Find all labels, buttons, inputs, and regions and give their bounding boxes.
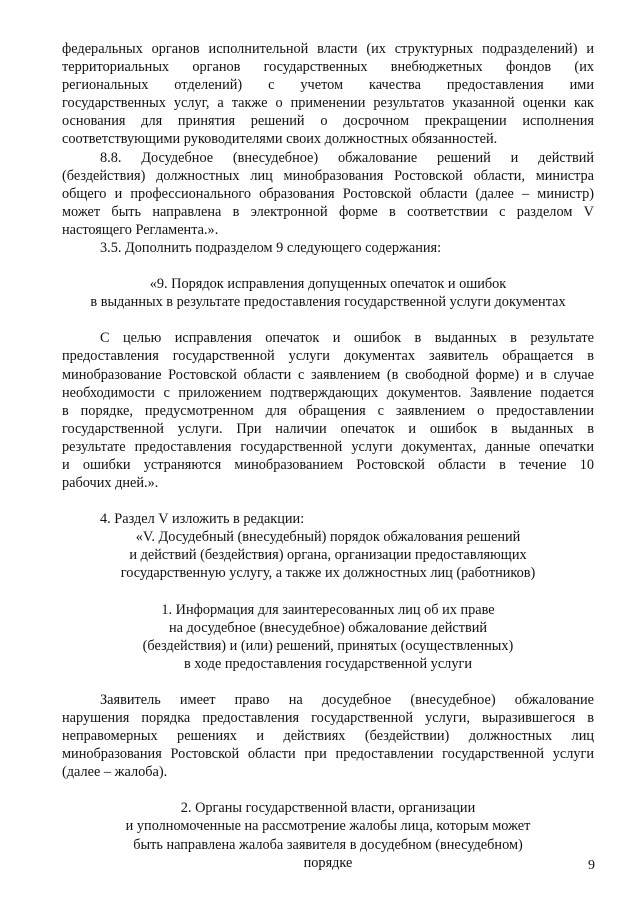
heading-line: в выданных в результате предоставления государственной услуги документах	[90, 294, 566, 311]
paragraph-applicant	[62, 691, 594, 781]
text-line: нарушения порядка предоставления государственной услуги, выразившегося в	[62, 710, 594, 726]
text-line: в порядке, предусмотренном для обращения с заявлением о предоставлении	[62, 402, 594, 419]
heading-line: быть направлена жалоба заявителя в досудебном (внесудебном)	[133, 836, 523, 853]
paragraph-4: 4. Раздел V изложить в редакции:	[100, 511, 305, 528]
heading-line: и действий (бездействия) органа, организации предоставляющих	[129, 547, 527, 564]
heading-line: на досудебное (внесудебное) обжалование действий	[168, 619, 488, 636]
text-line: региональных отделений) с учетом качества предоставления ими	[62, 77, 594, 94]
heading-line: 2. Органы государственной власти, организации	[180, 800, 476, 817]
heading-line: в ходе предоставления государственной услуги	[184, 655, 472, 672]
text-line: неправомерных решениях и действиях (бездействии) должностных лиц	[62, 728, 594, 745]
text-line: предоставления государственной услуги документах заявитель обращается в	[62, 348, 594, 365]
paragraph-8-8	[62, 149, 594, 239]
heading-section-9	[62, 275, 594, 311]
paragraph-continuation	[62, 40, 594, 149]
heading-line: «V. Досудебный (внесудебный) порядок обжалования решений	[135, 529, 521, 546]
paragraph-correction	[62, 329, 594, 492]
page-number: 9	[588, 858, 595, 873]
heading-line: 1. Информация для заинтересованных лиц об их праве	[161, 601, 495, 618]
heading-subsection-1	[62, 601, 594, 673]
paragraph-3-5: 3.5. Дополнить подразделом 9 следующего содержания:	[100, 240, 442, 257]
text-line: необходимости с приложением подтверждающих документов. Заявление подается	[62, 384, 594, 401]
text-line: и ошибки устраняются минобразованием Ростовской области в течение 10	[62, 456, 594, 473]
heading-line: и уполномоченные на рассмотрение жалобы лица, которым может	[125, 818, 531, 835]
text-line: территориальных органов государственных внебюджетных фондов (их	[62, 59, 594, 76]
heading-line: государственную услугу, а также их должностных лиц (работников)	[120, 565, 536, 582]
text-line: соответствующими руководителями своих должностных обязанностей.	[62, 131, 498, 148]
text-line: (далее – жалоба).	[62, 764, 168, 781]
text-line: общего и профессионального образования Ростовской области (далее – министр)	[62, 185, 594, 202]
heading-line: «9. Порядок исправления допущенных опечаток и ошибок	[149, 276, 507, 293]
text-line: минобразования Ростовской области при предоставлении государственной услуги	[62, 746, 594, 763]
text-line: 8.8. Досудебное (внесудебное) обжалование решений и действий	[100, 149, 594, 166]
heading-line: (бездействия) и (или) решений, принятых (осуществленных)	[142, 637, 514, 654]
text-line: минобразование Ростовской области с заявлением (в свободной форме) и в случае	[62, 366, 594, 383]
text-line: рабочих дней.».	[62, 475, 159, 492]
text-line: (бездействия) должностных лиц минобразования Ростовской области, министра	[62, 167, 594, 184]
heading-section-v	[62, 528, 594, 582]
text-line: Заявитель имеет право на досудебное (внесудебное) обжалование	[100, 691, 594, 708]
text-line: государственных услуг, а также о применении результатов указанной оценки как	[62, 95, 594, 112]
text-line: результате предоставления государственной услуги документах, данные опечатки	[62, 438, 594, 455]
text-line: государственной услуги. При наличии опечаток и ошибок в выданных в	[62, 420, 594, 437]
text-line: может быть направлена в электронной форме в соответствии с разделом V	[62, 203, 594, 220]
text-line: федеральных органов исполнительной власти (их структурных подразделений) и	[62, 41, 594, 57]
text-line: С целью исправления опечаток и ошибок в выданных в результате	[100, 330, 594, 347]
document-page	[62, 40, 594, 872]
heading-subsection-2	[62, 799, 594, 871]
text-line: настоящего Регламента.».	[62, 221, 219, 238]
text-line: основания для принятия решений о досрочном прекращении исполнения	[62, 113, 594, 130]
heading-line: порядке	[303, 854, 353, 871]
